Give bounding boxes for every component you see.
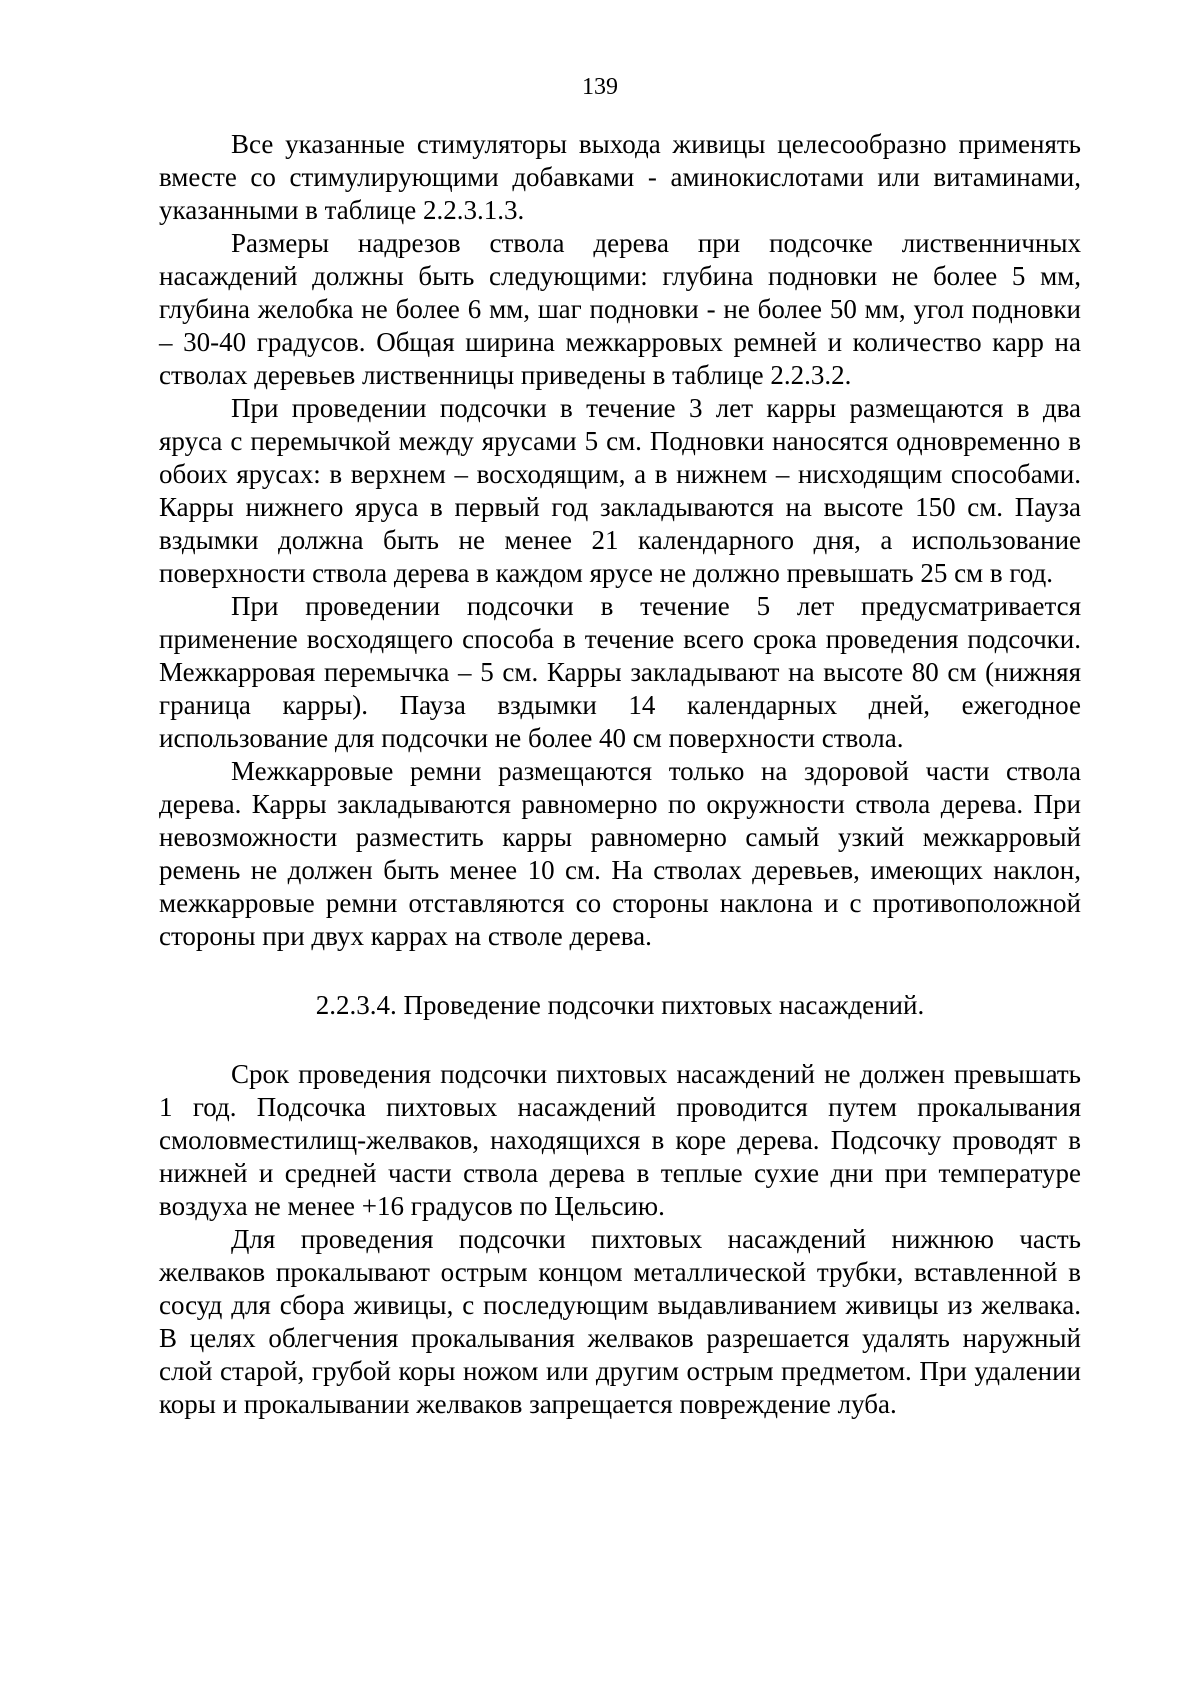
paragraph-fir-tapping-period: Срок проведения подсочки пихтовых насаждений не должен превышать 1 год. Подсочка пихтовых насаждений проводится путем прокалывания смоловместилищ-желваков, находящихся в коре дерева. Подсочку проводят в нижней и средней части ствола дерева в теплые сухие дни при температуре воздуха не менее +16 градусов по Цельсию. [159,1059,1081,1221]
paragraph-three-year-tapping: При проведении подсочки в течение 3 лет карры размещаются в два яруса с перемычкой между ярусами 5 см. Подновки наносятся одновременно в обоих ярусах: в верхнем – восходящим, а в нижнем – нисходящим способами. Карры нижнего яруса в первый год закладываются на высоте 150 см. Пауза вздымки должна быть не менее 21 календарного дня, а использование поверхности ствола дерева в каждом ярусе не должно превышать 25 см в год. [159,393,1081,588]
paragraph-fir-tapping-method: Для проведения подсочки пихтовых насаждений нижнюю часть желваков прокалывают острым концом металлической трубки, вставленной в сосуд для сбора живицы, с последующим выдавливанием живицы из желвака. В целях облегчения прокалывания желваков разрешается удалять наружный слой старой, грубой коры ножом или другим острым предметом. При удалении коры и прокалывании желваков запрещается повреждение луба. [159,1224,1081,1419]
section-heading: 2.2.3.4. Проведение подсочки пихтовых насаждений. [315,990,925,1020]
page-number: 139 [582,74,618,100]
paragraph-five-year-tapping: При проведении подсочки в течение 5 лет предусматривается применение восходящего способа в течение всего срока проведения подсочки. Межкарровая перемычка – 5 см. Карры закладывают на высоте 80 см (нижняя граница карры). Пауза вздымки 14 календарных дней, ежегодное использование для подсочки не более 40 см поверхности ствола. [159,591,1081,753]
paragraph-cut-dimensions: Размеры надрезов ствола дерева при подсочке лиственничных насаждений должны быть следующими: глубина подновки не более 5 мм, глубина желобка не более 6 мм, шаг подновки - не более 50 мм, угол подновки – 30-40 градусов. Общая ширина межкарровых ремней и количество карр на стволах деревьев лиственницы приведены в таблице 2.2.3.2. [159,228,1081,390]
paragraph-stimulators: Все указанные стимуляторы выхода живицы целесообразно применять вместе со стимулирующими добавками - аминокислотами или витаминами, указанными в таблице 2.2.3.1.3. [159,129,1081,225]
paragraph-inter-face-strips: Межкарровые ремни размещаются только на здоровой части ствола дерева. Карры закладываются равномерно по окружности ствола дерева. При невозможности разместить карры равномерно самый узкий межкарровый ремень не должен быть менее 10 см. На стволах деревьев, имеющих наклон, межкарровые ремни отставляются со стороны наклона и с противоположной стороны при двух каррах на стволе дерева. [159,756,1081,951]
page-body [159,128,1081,1421]
